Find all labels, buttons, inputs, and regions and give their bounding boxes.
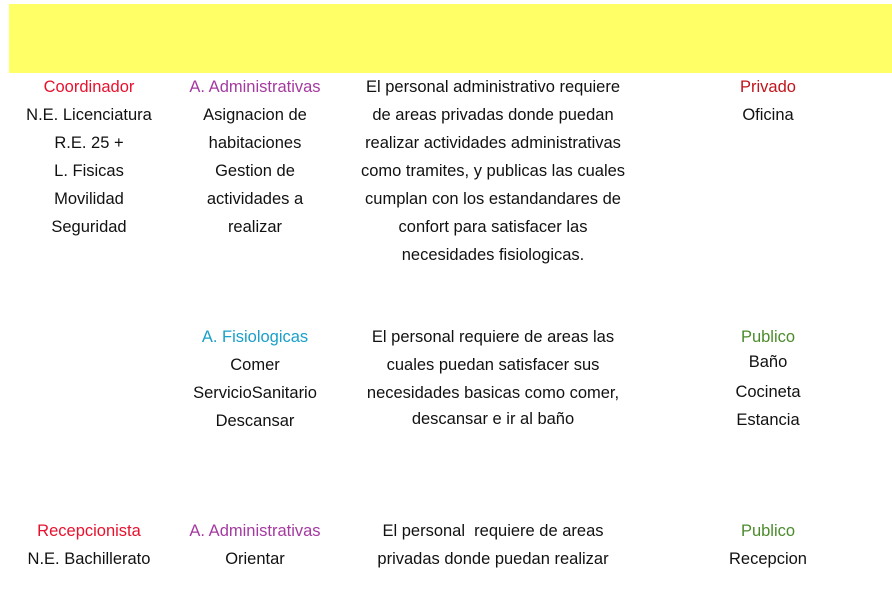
description-line: El personal requiere de areas las xyxy=(371,328,615,346)
description-line: El personal administrativo requiere xyxy=(365,78,621,96)
role-cell-coordinador xyxy=(9,73,169,241)
activity-cell-administrativas xyxy=(174,73,336,241)
description-cell xyxy=(338,323,648,433)
space-area: Recepcion xyxy=(729,550,807,568)
description-line: descansar e ir al baño xyxy=(411,410,575,428)
role-title: Recepcionista xyxy=(37,522,141,540)
role-detail: N.E. Bachillerato xyxy=(27,550,151,568)
activity-detail: habitaciones xyxy=(208,134,302,152)
space-cell xyxy=(688,323,848,434)
description-line: confort para satisfacer las xyxy=(398,218,588,236)
privacy-label: Privado xyxy=(740,78,796,96)
activity-detail: Comer xyxy=(230,356,280,374)
activity-title: A. Administrativas xyxy=(189,522,321,540)
description-cell xyxy=(338,73,648,269)
role-cell-recepcionista xyxy=(9,517,169,573)
activity-title: A. Fisiologicas xyxy=(201,328,309,346)
space-area: Estancia xyxy=(736,411,800,429)
description-line: de areas privadas donde puedan xyxy=(372,106,614,124)
description-line: El personal requiere de areas xyxy=(382,522,604,540)
activity-detail: Asignacion de xyxy=(203,106,307,124)
activity-detail: Orientar xyxy=(225,550,285,568)
activity-detail: ServicioSanitario xyxy=(193,384,317,402)
activity-cell-fisiologicas xyxy=(174,323,336,435)
activity-detail: actividades a xyxy=(206,190,304,208)
space-cell xyxy=(688,517,848,573)
role-title: Coordinador xyxy=(43,78,135,96)
header-highlight-band xyxy=(9,4,892,73)
description-line: como tramites, y publicas las cuales xyxy=(360,162,626,180)
activity-cell-administrativas xyxy=(174,517,336,573)
role-detail: R.E. 25 + xyxy=(54,134,124,152)
space-area: Baño xyxy=(748,353,788,371)
description-line: privadas donde puedan realizar xyxy=(377,550,609,568)
description-line: necesidades basicas como comer, xyxy=(366,384,620,402)
space-cell xyxy=(688,73,848,129)
role-detail: N.E. Licenciatura xyxy=(26,106,152,124)
description-cell xyxy=(338,517,648,573)
description-line: necesidades fisiologicas. xyxy=(401,246,585,264)
activity-detail: realizar xyxy=(227,218,283,236)
privacy-label: Publico xyxy=(740,522,796,540)
description-line: cumplan con los estandandares de xyxy=(365,190,621,208)
privacy-label: Publico xyxy=(740,328,796,346)
activity-detail: Gestion de xyxy=(215,162,295,180)
role-detail: Movilidad xyxy=(54,190,124,208)
activity-title: A. Administrativas xyxy=(189,78,321,96)
role-detail: L. Fisicas xyxy=(54,162,124,180)
space-area: Cocineta xyxy=(735,383,801,401)
description-line: cuales puedan satisfacer sus xyxy=(386,356,600,374)
space-area: Oficina xyxy=(742,106,794,124)
activity-detail: Descansar xyxy=(215,412,295,430)
description-line: realizar actividades administrativas xyxy=(365,134,621,152)
role-detail: Seguridad xyxy=(51,218,127,236)
